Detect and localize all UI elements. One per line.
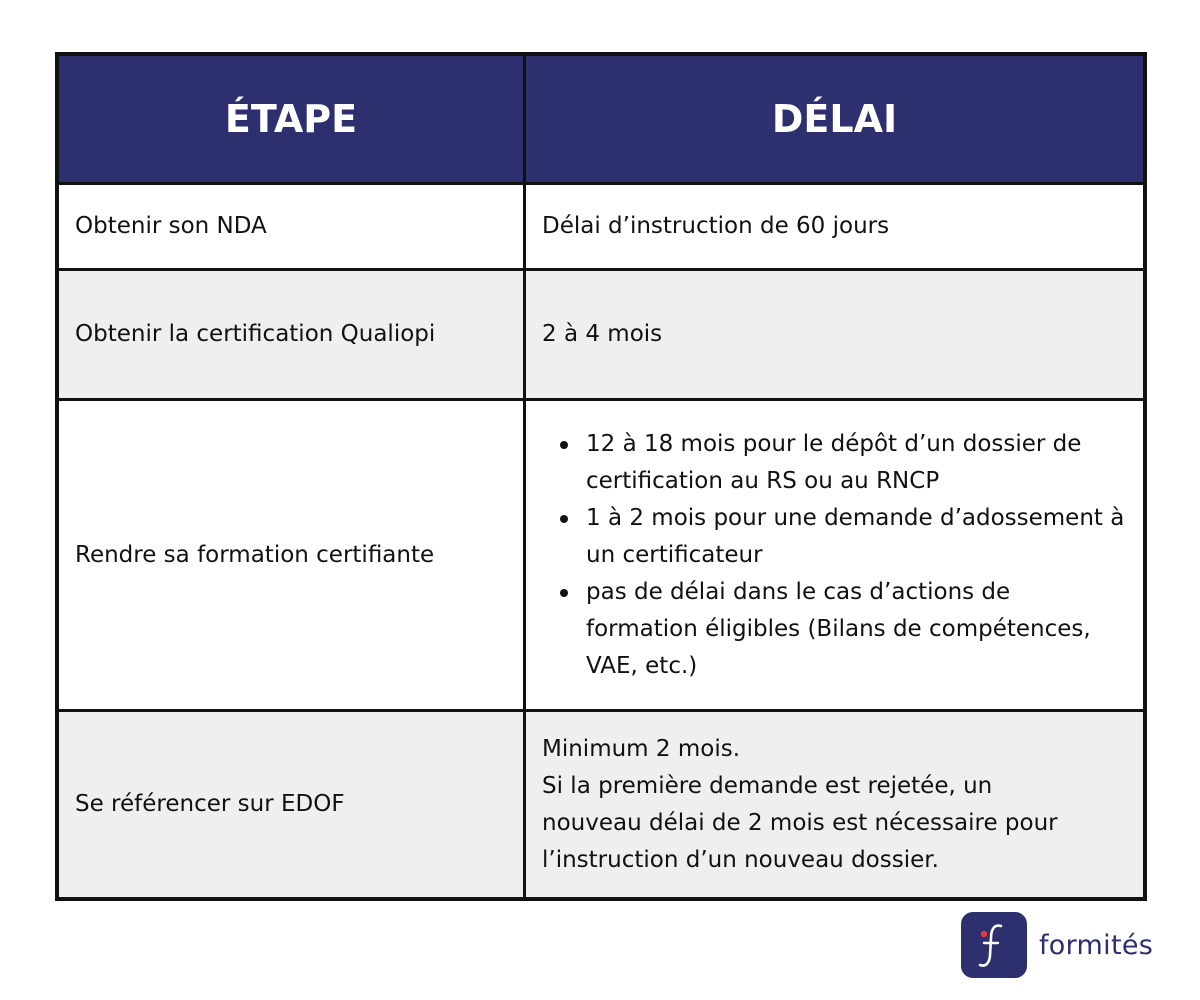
row-3-delai-list (542, 426, 1127, 685)
header-delai: DÉLAI (526, 56, 1143, 182)
row-2-etape: Obtenir la certification Qualiopi (59, 271, 523, 398)
row-4-delai-line: Si la première demande est rejetée, un (542, 772, 993, 799)
list-item: pas de délai dans le cas d’actions de formation éligibles (Bilans de compétences, VAE, etc.) (586, 574, 1127, 685)
row-2-delai: 2 à 4 mois (526, 271, 1143, 398)
row-4-delai (526, 712, 1143, 897)
list-item: 12 à 18 mois pour le dépôt d’un dossier de certification au RS ou au RNCP (586, 426, 1127, 500)
row-1-etape: Obtenir son NDA (59, 185, 523, 268)
row-4-delai-line: l’instruction d’un nouveau dossier. (542, 846, 939, 873)
brand-name: formités (1039, 929, 1154, 961)
formites-logo (961, 912, 1153, 978)
row-4-etape: Se référencer sur EDOF (59, 712, 523, 897)
row-4-delai-line: Minimum 2 mois. (542, 735, 741, 762)
header-etape: ÉTAPE (59, 56, 523, 182)
list-item: 1 à 2 mois pour une demande d’adossement à un certificateur (586, 500, 1127, 574)
row-1-delai: Délai d’instruction de 60 jours (526, 185, 1143, 268)
formites-f-logo-icon (961, 912, 1027, 978)
row-3-etape: Rendre sa formation certifiante (59, 401, 523, 709)
timeline-table (55, 52, 1147, 901)
row-4-delai-line: nouveau délai de 2 mois est nécessaire pour (542, 809, 1058, 836)
row-3-delai (526, 401, 1143, 709)
